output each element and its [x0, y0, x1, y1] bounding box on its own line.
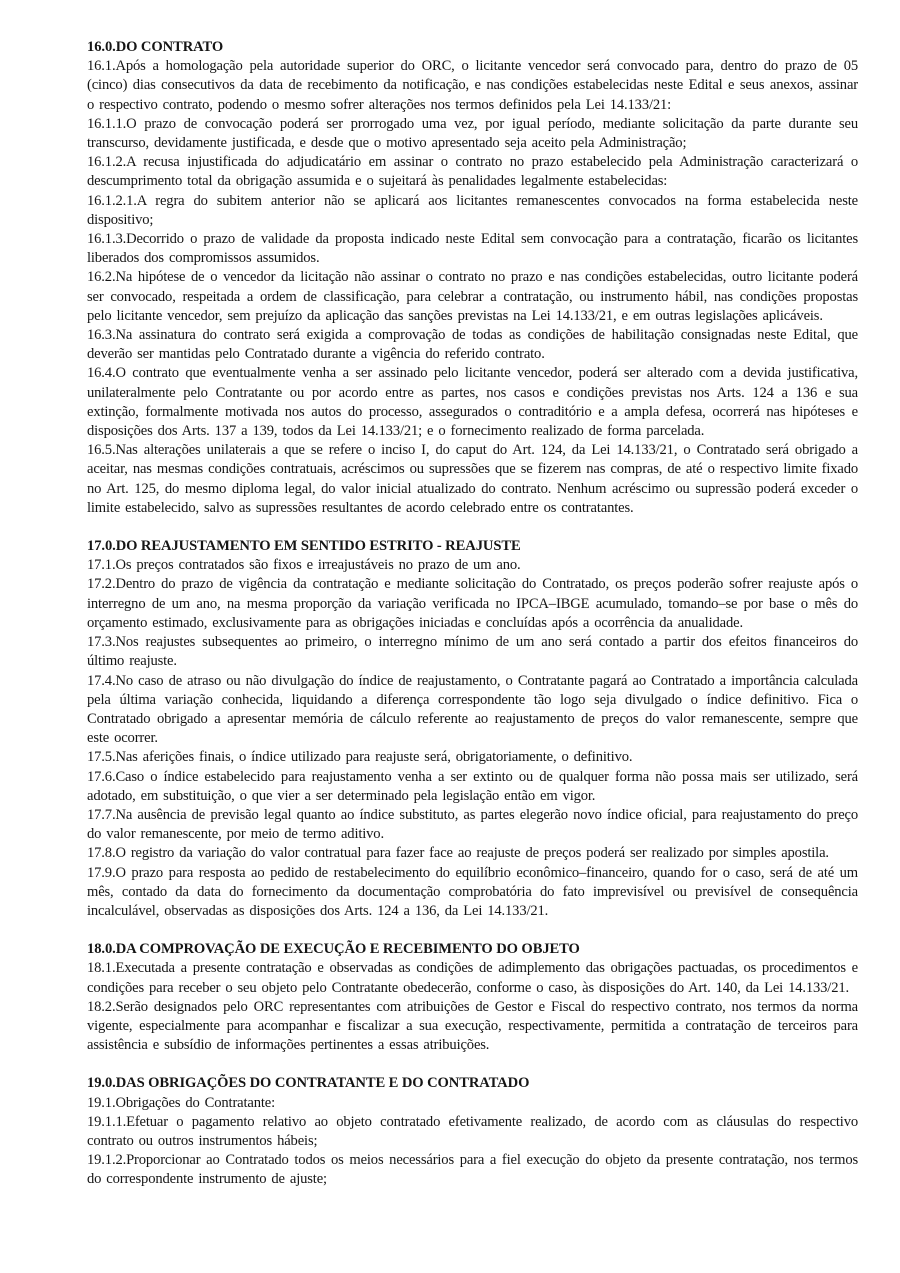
clause-paragraph: 17.2.Dentro do prazo de vigência da contratação e mediante solicitação do Contratado, os preços poderão sofrer reajuste após o interregno de um ano, na mesma proporção da variação verificada no IPCA–IBGE acumulado, tomando–se por base o mês do orçamento estimado, exclusivamente para as obrigações iniciadas e concluídas após a ocorrência da anualidade.: [87, 576, 858, 631]
section-heading: 18.0.DA COMPROVAÇÃO DE EXECUÇÃO E RECEBIMENTO DO OBJETO: [87, 941, 580, 958]
clause-paragraph: 18.1.Executada a presente contratação e observadas as condições de adimplemento das obrigações pactuadas, os procedimentos e condições para receber o seu objeto pelo Contratante obedecerão, conforme o caso, às disposições do Art. 140, da Lei 14.133/21.: [87, 960, 858, 996]
clause-paragraph: 19.1.1.Efetuar o pagamento relativo ao objeto contratado efetivamente realizado, de acordo com as cláusulas do respectivo contrato ou outros instrumentos hábeis;: [87, 1113, 858, 1149]
clause-paragraph: 16.1.3.Decorrido o prazo de validade da proposta indicado neste Edital sem convocação para a contratação, ficarão os licitantes liberados dos compromissos assumidos.: [87, 231, 858, 267]
clause-paragraph: 17.5.Nas aferições finais, o índice utilizado para reajuste será, obrigatoriamente, o definitivo.: [87, 749, 633, 766]
clause-paragraph: 17.1.Os preços contratados são fixos e irreajustáveis no prazo de um ano.: [87, 557, 521, 574]
clause-paragraph: 16.3.Na assinatura do contrato será exigida a comprovação de todas as condições de habilitação consignadas neste Edital, que deverão ser mantidas pelo Contratado durante a vigência do referido contrato.: [87, 327, 858, 363]
clause-paragraph: 16.1.1.O prazo de convocação poderá ser prorrogado uma vez, por igual período, mediante solicitação da parte durante seu transcurso, devidamente justificada, e desde que o motivo apresentado seja aceito pela Administração;: [87, 115, 858, 152]
clause-paragraph: 16.1.2.A recusa injustificada do adjudicatário em assinar o contrato no prazo estabelecido pela Administração caracterizará o descumprimento total da obrigação assumida e o sujeitará às penalidades legalmente estabelecidas:: [87, 154, 858, 190]
clause-paragraph: 16.1.2.1.A regra do subitem anterior não se aplicará aos licitantes remanescentes convocados na forma estabelecida neste dispositivo;: [87, 192, 858, 228]
section-heading: 17.0.DO REAJUSTAMENTO EM SENTIDO ESTRITO - REAJUSTE: [87, 538, 521, 555]
clause-paragraph: 17.7.Na ausência de previsão legal quanto ao índice substituto, as partes elegerão novo índice oficial, para reajustamento do preço do valor remanescente, por meio de termo aditivo.: [87, 806, 858, 843]
clause-paragraph: 16.2.Na hipótese de o vencedor da licitação não assinar o contrato no prazo e nas condições estabelecidas, outro licitante poderá ser convocado, respeitada a ordem de classificação, para celebrar a contratação, ou instrumento hábil, nas condições propostas pelo licitante vencedor, sem prejuízo da aplicação das sanções previstas na Lei 14.133/21, e em outras legislações aplicáveis.: [87, 269, 858, 324]
clause-paragraph: 19.1.Obrigações do Contratante:: [87, 1094, 276, 1111]
clause-paragraph: 17.9.O prazo para resposta ao pedido de restabelecimento do equilíbrio econômico–financeiro, quando for o caso, será de até um mês, contado da data do fornecimento da documentação comprobatória do fato imprevisível ou previsível de consequência incalculável, observadas as disposições dos Arts. 124 a 136, da Lei 14.133/21.: [87, 864, 858, 919]
clause-paragraph: 17.8.O registro da variação do valor contratual para fazer face ao reajuste de preços poderá ser realizado por simples apostila.: [87, 845, 829, 862]
clause-paragraph: 16.4.O contrato que eventualmente venha a ser assinado pelo licitante vencedor, poderá ser alterado com a devida justificativa, unilateralmente pelo Contratante ou por acordo entre as partes, nos casos e condições previstas nos Arts. 124 a 136 e sua extinção, formalmente motivada nos autos do processo, assegurados o contraditório e a ampla defesa, ocorrerá nas hipóteses e disposições dos Arts. 137 a 139, todos da Lei 14.133/21; e o fornecimento realizado de forma parcelada.: [87, 365, 858, 440]
clause-paragraph: 19.1.2.Proporcionar ao Contratado todos os meios necessários para a fiel execução do objeto da presente contratação, nos termos do correspondente instrumento de ajuste;: [87, 1152, 858, 1188]
clause-paragraph: 16.5.Nas alterações unilaterais a que se refere o inciso I, do caput do Art. 124, da Lei 14.133/21, o Contratado será obrigado a aceitar, nas mesmas condições contratuais, acréscimos ou supressões que se fizerem nas compras, de até o respectivo limite fixado no Art. 125, do mesmo diploma legal, do valor inicial atualizado do contrato. Nenhum acréscimo ou supressão poderá exceder o limite estabelecido, salvo as supressões resultantes de acordo celebrado entre os contratantes.: [87, 442, 858, 516]
clause-paragraph: 18.2.Serão designados pelo ORC representantes com atribuições de Gestor e Fiscal do respectivo contrato, nos termos da norma vigente, especialmente para acompanhar e fiscalizar a sua execução, respectivamente, permitida a contratação de terceiros para assistência e subsídio de informações pertinentes a essas atribuições.: [87, 998, 858, 1054]
clause-paragraph: 17.3.Nos reajustes subsequentes ao primeiro, o interregno mínimo de um ano será contado a partir dos efeitos financeiros do último reajuste.: [87, 634, 858, 670]
clause-paragraph: 16.1.Após a homologação pela autoridade superior do ORC, o licitante vencedor será convocado para, dentro do prazo de 05 (cinco) dias consecutivos da data de recebimento da notificação, e nas condições estabelecidas neste Edital e seus anexos, assinar o respectivo contrato, podendo o mesmo sofrer alterações nos termos definidos pela Lei 14.133/21:: [87, 58, 858, 113]
document-section: [87, 940, 858, 1055]
document-section: [87, 38, 858, 518]
clause-paragraph: 17.6.Caso o índice estabelecido para reajustamento venha a ser extinto ou de qualquer forma não possa mais ser utilizado, será adotado, em substituição, o que vier a ser determinado pela legislação então em vigor.: [87, 768, 858, 804]
document-section: [87, 1074, 858, 1189]
clause-paragraph: 17.4.No caso de atraso ou não divulgação do índice de reajustamento, o Contratante pagará ao Contratado a importância calculada pela última variação conhecida, liquidando a diferença correspondente tão logo seja divulgado o índice definitivo. Fica o Contratado obrigado a apresentar memória de cálculo referente ao reajustamento de preços do valor remanescente, sempre que este ocorrer.: [87, 672, 858, 747]
section-heading: 16.0.DO CONTRATO: [87, 39, 224, 55]
document-section: [87, 537, 858, 921]
section-heading: 19.0.DAS OBRIGAÇÕES DO CONTRATANTE E DO CONTRATADO: [87, 1075, 530, 1092]
